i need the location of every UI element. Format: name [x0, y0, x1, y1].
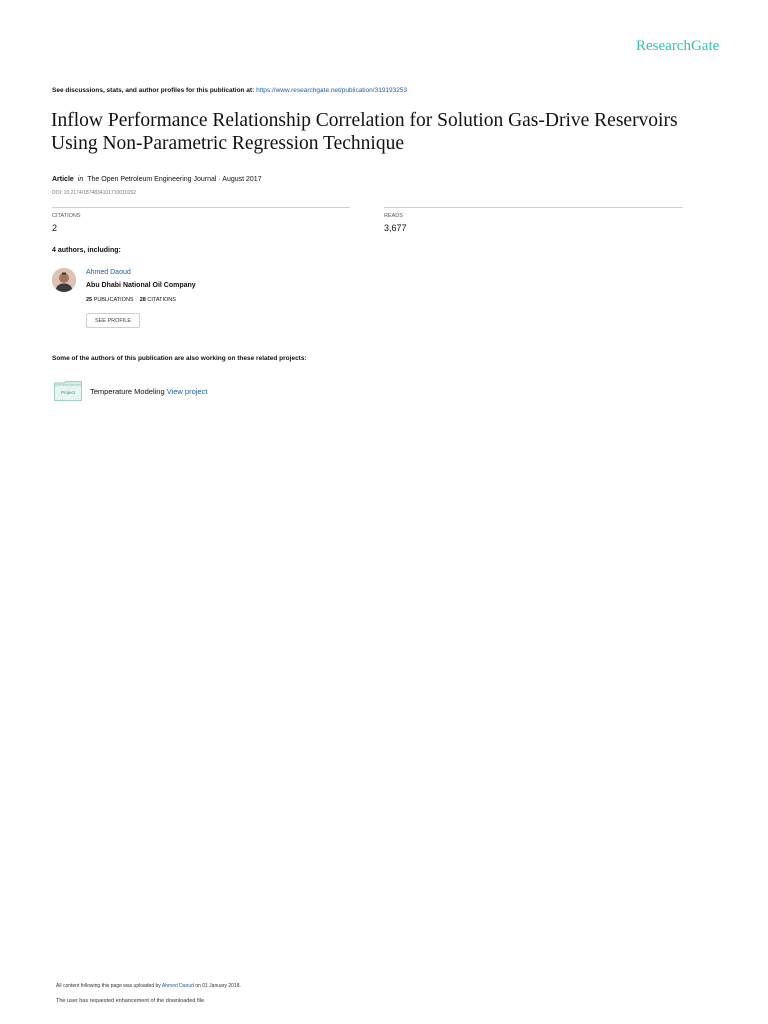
author-avatar[interactable]	[52, 268, 76, 292]
project-row	[90, 387, 207, 396]
discussion-line	[52, 87, 407, 94]
publication-title: Inflow Performance Relationship Correlation for Solution Gas-Drive Reservoirs Using Non-Parametric Regression Technique	[51, 110, 678, 154]
citations-label: CITATIONS	[52, 213, 81, 219]
reads-label: READS	[384, 213, 403, 219]
publication-url-link[interactable]: https://www.researchgate.net/publication/319193253	[256, 87, 408, 94]
enhancement-note: The user has requested enhancement of the downloaded file.	[56, 998, 206, 1004]
author-affiliation: Abu Dhabi National Oil Company	[86, 282, 196, 289]
related-projects-heading: Some of the authors of this publication are also working on these related projects:	[52, 355, 307, 362]
project-folder-icon	[54, 381, 82, 401]
upload-suffix: on 01 January 2018.	[195, 983, 241, 989]
publications-count: 25	[86, 297, 93, 303]
citations-value: 2	[52, 223, 58, 233]
publication-meta	[52, 176, 262, 183]
author-name-link[interactable]: Ahmed Daoud	[86, 269, 131, 276]
citations-divider	[52, 207, 350, 208]
project-name: Temperature Modeling	[90, 387, 165, 396]
see-profile-button[interactable]: SEE PROFILE	[86, 313, 140, 328]
upload-prefix: All content following this page was uploaded by	[56, 983, 161, 989]
doi: DOI: 10.2174/1874834101710010152	[52, 190, 136, 196]
in-label: in	[77, 176, 84, 183]
uploader-link[interactable]: Ahmed Daoud	[161, 983, 194, 989]
publications-label: PUBLICATIONS	[93, 297, 134, 303]
reads-value: 3,677	[384, 223, 407, 233]
reads-divider	[384, 207, 683, 208]
publication-type: Article	[52, 176, 74, 183]
avatar-photo-icon	[52, 268, 76, 292]
authors-heading: 4 authors, including:	[52, 247, 121, 254]
journal-name: The Open Petroleum Engineering Journal · August 2017	[87, 176, 262, 183]
author-citations-count: 28	[139, 297, 146, 303]
upload-note	[56, 983, 241, 989]
project-icon-label: Project	[60, 390, 75, 395]
author-counts	[86, 297, 176, 303]
author-citations-label: CITATIONS	[147, 297, 176, 303]
view-project-link[interactable]: View project	[166, 387, 208, 396]
researchgate-logo[interactable]: ResearchGate	[636, 38, 720, 54]
discussion-prefix: See discussions, stats, and author profiles for this publication at:	[52, 87, 255, 94]
